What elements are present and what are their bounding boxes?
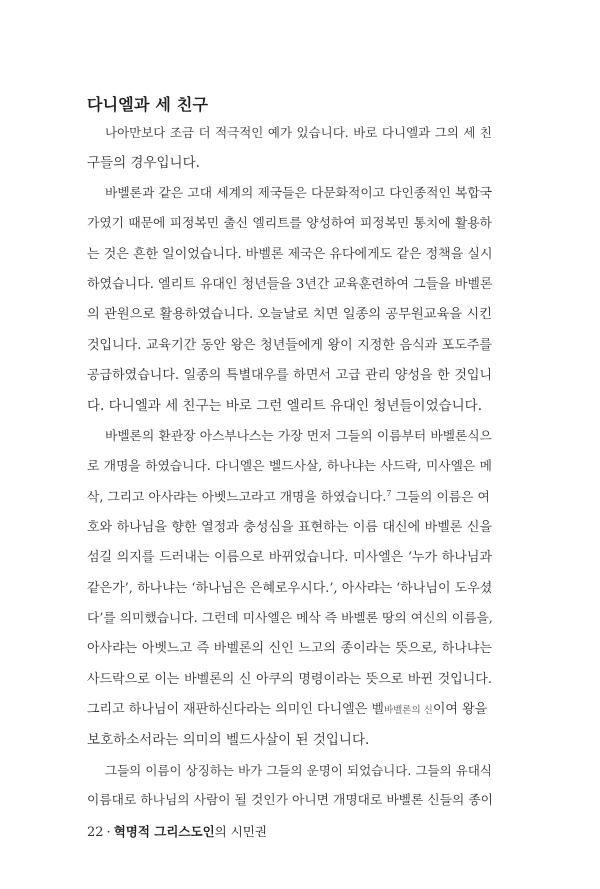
body-line: 는 것은 흔한 일이었습니다. 바벨론 제국은 유다에게도 같은 정책을 실시 [87, 247, 493, 262]
body-line: 공급하였습니다. 일종의 특별대우를 하면서 고급 관리 양성을 한 것입니 [87, 368, 492, 383]
body-line: 같은가’, 하나냐는 ‘하나님은 은혜로우시다.’, 아사랴는 ‘하나님이 도우셨 [87, 581, 493, 596]
body-line: 다’를 의미했습니다. 그런데 미사엘은 메삭 즉 바벨론 땅의 여신의 이름을, [87, 611, 493, 626]
body-line: 사드락으로 이는 바벨론의 신 아쿠의 명령이라는 뜻으로 바뀐 것입니다. [87, 672, 492, 687]
body-line: 이름대로 하나님의 사람이 될 것인가 아니면 개명대로 바벨론 신들의 종이 [87, 793, 493, 808]
body-line-with-gloss [87, 701, 492, 720]
body-line: 의 관원으로 활용하였습니다. 오늘날로 치면 일종의 공무원교육을 시킨 [87, 307, 492, 322]
body-line: 바벨론의 환관장 아스부나스는 가장 먼저 그들의 이름부터 바벨론식으 [105, 429, 492, 444]
body-line: 아사랴는 아벳느고 즉 바벨론의 신인 느고의 종이라는 뜻으로, 하나냐는 [87, 641, 492, 656]
body-line: 구들의 경우입니다. [87, 155, 200, 171]
body-line-text: 그리고 하나님이 재판하신다라는 의미인 다니엘은 벨 [87, 702, 384, 717]
footer-separator: · [106, 825, 111, 840]
body-line: 가였기 때문에 피정복민 출신 엘리트를 양성하여 피정복민 통치에 활용하 [87, 216, 492, 231]
book-title-rest: 의 시민권 [214, 824, 267, 839]
body-line: 로 개명을 하였습니다. 다니엘은 벨드사살, 하나냐는 사드락, 미사엘은 메 [87, 459, 492, 474]
page-footer [87, 822, 267, 840]
body-line: 섬길 의지를 드러내는 이름으로 바뀌었습니다. 미사엘은 ‘누가 하나님과 [87, 550, 492, 565]
body-line-text: 삭, 그리고 아사랴는 아벳느고라고 개명을 하였습니다. [87, 490, 387, 505]
section-heading: 다니엘과 세 친구 [87, 95, 209, 114]
body-line: 다. 다니엘과 세 친구는 바로 그런 엘리트 유대인 청년들이었습니다. [87, 398, 483, 414]
book-title-bold: 혁명적 그리스도인 [113, 824, 215, 839]
inline-gloss: 바벨론의 신 [383, 705, 433, 716]
body-line: 하였습니다. 엘리트 유대인 청년들을 3년간 교육훈련하여 그들을 바벨론 [87, 277, 493, 292]
body-line: 보호하소서라는 의미의 벨드사살이 된 것입니다. [87, 732, 370, 748]
body-line: 나아만보다 조금 더 적극적인 예가 있습니다. 바로 다니엘과 그의 세 친 [105, 125, 492, 140]
body-line-text: 그들의 이름은 여 [391, 490, 490, 505]
body-line: 것입니다. 교육기간 동안 왕은 청년들에게 왕이 지정한 음식과 포도주를 [87, 338, 492, 353]
body-line: 호와 하나님을 향한 열정과 충성심을 표현하는 이름 대신에 바벨론 신을 [87, 520, 492, 535]
footnote-marker: 7 [386, 488, 392, 498]
body-line: 그들의 이름이 상징하는 바가 그들의 운명이 되었습니다. 그들의 유대식 [105, 763, 492, 778]
page-number: 22 [87, 825, 104, 840]
body-line: 바벨론과 같은 고대 세계의 제국들은 다문화적이고 다인종적인 복합국 [105, 186, 492, 201]
body-line-with-footnote [87, 489, 492, 507]
body-line-text: 이여 왕을 [432, 702, 488, 717]
